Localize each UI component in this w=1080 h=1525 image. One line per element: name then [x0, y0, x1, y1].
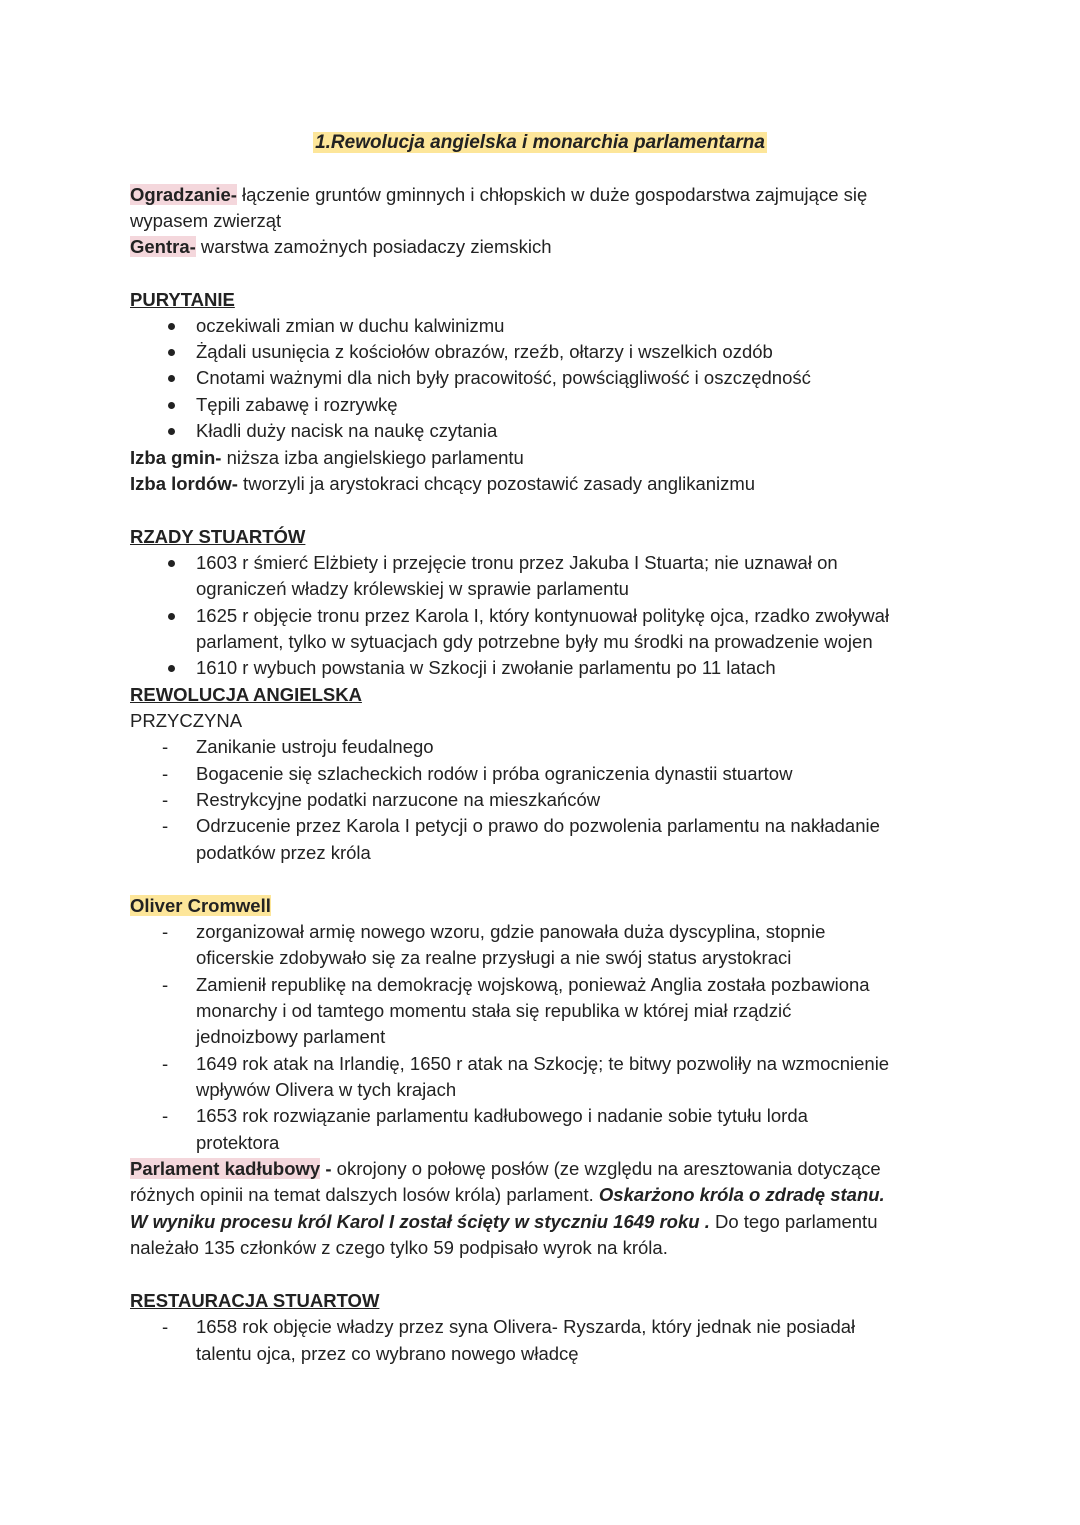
- list-item: Tępili zabawę i rozrywkę: [196, 394, 398, 415]
- list-item-cont: ograniczeń władzy królewskiej w sprawie parlamentu: [196, 578, 629, 599]
- list-item: 1603 r śmierć Elżbiety i przejęcie tronu przez Jakuba I Stuarta; nie uznawał on: [196, 552, 838, 573]
- section-heading-rewolucja: REWOLUCJA ANGIELSKA: [130, 684, 362, 705]
- subheading-przyczyna: PRZYCZYNA: [130, 710, 243, 731]
- term-izba-lordow: Izba lordów-: [130, 473, 238, 494]
- definition-ogradzanie: Ogradzanie- łączenie gruntów gminnych i chłopskich w duże gospodarstwa zajmujące się: [130, 184, 868, 205]
- definition-parlament: Parlament kadłubowy - okrojony o połowę posłów (ze względu na aresztowania dotyczące: [130, 1158, 881, 1179]
- list-item: Bogacenie się szlacheckich rodów i próba ograniczenia dynastii stuartow: [196, 763, 793, 784]
- list-item-cont: protektora: [196, 1132, 280, 1153]
- definition-ogradzanie-cont: wypasem zwierząt: [130, 210, 282, 231]
- dash-marker: -: [162, 1053, 169, 1074]
- list-item: 1610 r wybuch powstania w Szkocji i zwołanie parlamentu po 11 latach: [196, 657, 776, 678]
- list-item: zorganizował armię nowego wzoru, gdzie panowała duża dyscyplina, stopnie: [196, 921, 826, 942]
- list-item: Żądali usunięcia z kościołów obrazów, rzeźb, ołtarzy i wszelkich ozdób: [196, 341, 773, 362]
- list-item-cont: wpływów Olivera w tych krajach: [196, 1079, 457, 1100]
- term-izba-gmin: Izba gmin-: [130, 447, 222, 468]
- dash-marker: -: [162, 815, 169, 836]
- dash-marker: -: [162, 974, 169, 995]
- list-item: 1649 rok atak na Irlandię, 1650 r atak na Szkocję; te bitwy pozwoliły na wzmocnienie: [196, 1053, 890, 1074]
- definition-izba-gmin: Izba gmin- niższa izba angielskiego parlamentu: [130, 447, 524, 468]
- definition-parlament-cont: W wyniku procesu król Karol I został ścięty w styczniu 1649 roku . Do tego parlamentu: [130, 1211, 878, 1232]
- list-item-cont: oficerskie zdobywało się za realne przysługi a nie swój status arystokraci: [196, 947, 792, 968]
- list-item: 1658 rok objęcie władzy przez syna Olivera- Ryszarda, który jednak nie posiadał: [196, 1316, 856, 1337]
- bullet-icon: [162, 655, 182, 672]
- section-heading-rzady: RZADY STUARTÓW: [130, 526, 306, 547]
- list-item: Zanikanie ustroju feudalnego: [196, 736, 434, 757]
- section-heading-restauracja: RESTAURACJA STUARTOW: [130, 1290, 380, 1311]
- list-item: oczekiwali zmian w duchu kalwinizmu: [196, 315, 505, 336]
- list-item: Zamienił republikę na demokrację wojskową, ponieważ Anglia została pozbawiona: [196, 974, 870, 995]
- list-item: Cnotami ważnymi dla nich były pracowitość, powściągliwość i oszczędność: [196, 367, 811, 388]
- definition-izba-lordow: Izba lordów- tworzyli ja arystokraci chcący pozostawić zasady anglikanizmu: [130, 473, 756, 494]
- list-item-cont: podatków przez króla: [196, 842, 371, 863]
- dash-marker: -: [162, 1316, 169, 1337]
- list-item: Kładli duży nacisk na naukę czytania: [196, 420, 498, 441]
- bullet-icon: [162, 339, 182, 356]
- list-item: Odrzucenie przez Karola I petycji o prawo do pozwolenia parlamentu na nakładanie: [196, 815, 880, 836]
- definition-parlament-cont: należało 135 członków z czego tylko 59 podpisało wyrok na króla.: [130, 1237, 668, 1258]
- dash-marker: -: [162, 763, 169, 784]
- list-item-cont: parlament, tylko w sytuacjach gdy potrzebne były mu środki na prowadzenie wojen: [196, 631, 873, 652]
- list-item-cont: talentu ojca, przez co wybrano nowego władcę: [196, 1343, 579, 1364]
- list-item: 1625 r objęcie tronu przez Karola I, który kontynuował politykę ojca, rzadko zwoływał: [196, 605, 890, 626]
- dash-marker: -: [162, 921, 169, 942]
- bullet-icon: [162, 603, 182, 620]
- section-heading-cromwell: Oliver Cromwell: [130, 895, 271, 916]
- term-ogradzanie: Ogradzanie-: [130, 184, 237, 205]
- term-parlament-kadlubowy: Parlament kadłubowy: [130, 1158, 321, 1179]
- bullet-icon: [162, 392, 182, 409]
- bullet-icon: [162, 313, 182, 330]
- list-item: Restrykcyjne podatki narzucone na mieszkańców: [196, 789, 601, 810]
- section-heading-purytanie: PURYTANIE: [130, 289, 235, 310]
- dash-marker: -: [162, 736, 169, 757]
- bullet-icon: [162, 418, 182, 435]
- dash-marker: -: [162, 789, 169, 810]
- page-title: 1.Rewolucja angielska i monarchia parlamentarna: [315, 132, 765, 153]
- dash-marker: -: [162, 1105, 169, 1126]
- bullet-icon: [162, 365, 182, 382]
- definition-gentra: Gentra- warstwa zamożnych posiadaczy ziemskich: [130, 236, 552, 257]
- list-item: 1653 rok rozwiązanie parlamentu kadłubowego i nadanie sobie tytułu lorda: [196, 1105, 808, 1126]
- definition-parlament-cont: różnych opinii na temat dalszych losów króla) parlament. Oskarżono króla o zdradę stanu.: [130, 1184, 885, 1205]
- list-item-cont: monarchy i od tamtego momentu stała się republika w której miał rządzić: [196, 1000, 792, 1021]
- term-gentra: Gentra-: [130, 236, 196, 257]
- bullet-icon: [162, 550, 182, 567]
- list-item-cont: jednoizbowy parlament: [196, 1026, 386, 1047]
